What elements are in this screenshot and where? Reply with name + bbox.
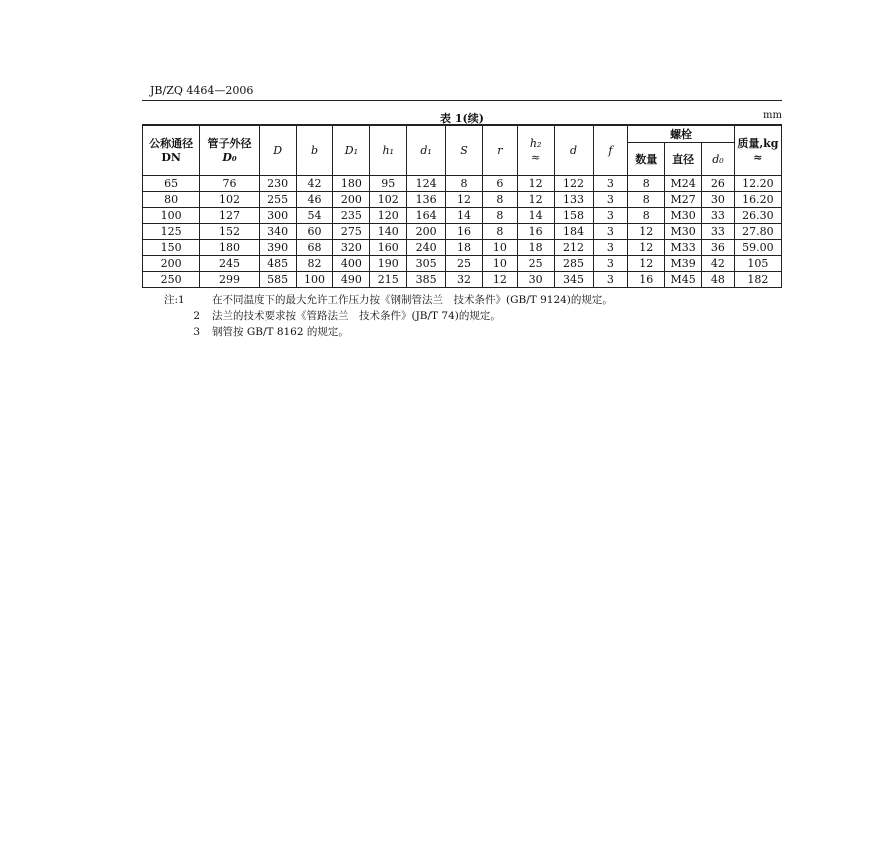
cell-h2: 12 [517,176,554,192]
cell-d: 122 [554,176,593,192]
cell-bolt-qty: 8 [628,192,665,208]
note-item [164,292,613,308]
cell-h2: 25 [517,256,554,272]
cell-dn: 100 [143,208,200,224]
cell-d0: 36 [702,240,735,256]
cell-b: 100 [296,272,333,288]
cell-d0: 48 [702,272,735,288]
cell-bolt-dia: M45 [665,272,702,288]
cell-mass: 26.30 [734,208,781,224]
cell-d1: 385 [407,272,446,288]
note-item [164,308,613,324]
cell-h2: 14 [517,208,554,224]
cell-d0: 30 [702,192,735,208]
cell-d0: 26 [702,176,735,192]
cell-D: 255 [259,192,296,208]
col-header-bolt-dia: 直径 [665,143,702,176]
col-header-outer-diameter-label: 管子外径 [207,136,252,150]
note-text: 钢管按 GB/T 8162 的规定。 [212,326,349,338]
col-header-D1: D₁ [333,125,370,176]
cell-b: 60 [296,224,333,240]
note-number: 2 [193,310,200,322]
notes-label-text: 注: [164,294,179,306]
cell-mass: 59.00 [734,240,781,256]
table-row [143,176,782,192]
cell-d1: 240 [407,240,446,256]
cell-b: 46 [296,192,333,208]
col-header-dn [143,125,200,176]
col-header-d: d [554,125,593,176]
cell-D: 485 [259,256,296,272]
col-header-f: f [593,125,628,176]
cell-D: 340 [259,224,296,240]
cell-d1: 305 [407,256,446,272]
cell-outer-diameter: 152 [200,224,259,240]
cell-D1: 400 [333,256,370,272]
col-header-S: S [446,125,483,176]
col-header-h2 [517,125,554,176]
col-header-r: r [482,125,517,176]
cell-h2: 18 [517,240,554,256]
notes-block [164,292,613,340]
cell-outer-diameter: 299 [200,272,259,288]
cell-outer-diameter: 245 [200,256,259,272]
flange-dimensions-table [142,124,782,288]
cell-D: 300 [259,208,296,224]
cell-D: 230 [259,176,296,192]
cell-h1: 95 [370,176,407,192]
table-body [143,176,782,288]
cell-d: 345 [554,272,593,288]
cell-bolt-qty: 8 [628,176,665,192]
col-header-mass-approx: ≈ [753,150,763,164]
cell-mass: 16.20 [734,192,781,208]
cell-h1: 102 [370,192,407,208]
cell-b: 42 [296,176,333,192]
cell-d1: 136 [407,192,446,208]
cell-bolt-dia: M24 [665,176,702,192]
cell-d: 184 [554,224,593,240]
col-header-outer-diameter-symbol: D₀ [222,150,237,164]
cell-S: 25 [446,256,483,272]
cell-f: 3 [593,240,628,256]
header-rule [142,100,782,101]
cell-d1: 164 [407,208,446,224]
cell-bolt-dia: M27 [665,192,702,208]
cell-d1: 200 [407,224,446,240]
cell-b: 68 [296,240,333,256]
cell-r: 6 [482,176,517,192]
cell-d: 285 [554,256,593,272]
col-header-b: b [296,125,333,176]
cell-D: 390 [259,240,296,256]
note-text: 法兰的技术要求按《管路法兰 技术条件》(JB/T 74)的规定。 [212,310,501,322]
cell-r: 12 [482,272,517,288]
notes-label [164,292,200,308]
table-row [143,240,782,256]
col-header-mass [734,125,781,176]
cell-S: 18 [446,240,483,256]
cell-h1: 215 [370,272,407,288]
cell-f: 3 [593,192,628,208]
cell-h2: 16 [517,224,554,240]
cell-D1: 180 [333,176,370,192]
cell-bolt-qty: 12 [628,256,665,272]
cell-d: 212 [554,240,593,256]
cell-f: 3 [593,272,628,288]
document-code: JB/ZQ 4464—2006 [150,84,254,97]
col-header-outer-diameter [200,125,259,176]
cell-bolt-dia: M39 [665,256,702,272]
col-header-bolt-qty: 数量 [628,143,665,176]
cell-D: 585 [259,272,296,288]
col-header-bolt-group: 螺栓 [628,125,735,143]
note-text: 在不同温度下的最大允许工作压力按《钢制管法兰 技术条件》(GB/T 9124)的规定。 [212,294,613,306]
cell-S: 8 [446,176,483,192]
cell-b: 82 [296,256,333,272]
cell-h2: 30 [517,272,554,288]
col-header-D: D [259,125,296,176]
table-row [143,256,782,272]
cell-outer-diameter: 127 [200,208,259,224]
cell-bolt-qty: 8 [628,208,665,224]
col-header-h1: h₁ [370,125,407,176]
cell-bolt-dia: M30 [665,208,702,224]
cell-d0: 33 [702,208,735,224]
cell-D1: 200 [333,192,370,208]
note-item [164,324,613,340]
cell-h1: 120 [370,208,407,224]
col-header-d0: d₀ [702,143,735,176]
cell-mass: 182 [734,272,781,288]
cell-outer-diameter: 180 [200,240,259,256]
cell-mass: 27.80 [734,224,781,240]
cell-f: 3 [593,208,628,224]
cell-mass: 105 [734,256,781,272]
cell-r: 10 [482,256,517,272]
cell-f: 3 [593,176,628,192]
cell-h1: 190 [370,256,407,272]
cell-S: 14 [446,208,483,224]
cell-r: 8 [482,208,517,224]
cell-outer-diameter: 76 [200,176,259,192]
cell-outer-diameter: 102 [200,192,259,208]
cell-dn: 200 [143,256,200,272]
cell-r: 10 [482,240,517,256]
cell-dn: 250 [143,272,200,288]
cell-h1: 140 [370,224,407,240]
cell-bolt-dia: M33 [665,240,702,256]
cell-D1: 275 [333,224,370,240]
cell-d0: 33 [702,224,735,240]
cell-dn: 125 [143,224,200,240]
col-header-dn-label: 公称通径 [149,136,194,150]
table-row [143,224,782,240]
cell-bolt-qty: 12 [628,224,665,240]
cell-d: 133 [554,192,593,208]
table-row [143,192,782,208]
cell-dn: 150 [143,240,200,256]
cell-bolt-qty: 12 [628,240,665,256]
cell-d1: 124 [407,176,446,192]
cell-S: 32 [446,272,483,288]
cell-S: 12 [446,192,483,208]
cell-r: 8 [482,192,517,208]
cell-f: 3 [593,224,628,240]
cell-d0: 42 [702,256,735,272]
cell-r: 8 [482,224,517,240]
table-row [143,208,782,224]
col-header-h2-symbol: h₂ [529,136,542,150]
cell-h1: 160 [370,240,407,256]
cell-S: 16 [446,224,483,240]
col-header-h2-approx: ≈ [531,150,541,164]
note-number: 1 [178,294,185,306]
table-unit: mm [763,110,782,121]
cell-bolt-dia: M30 [665,224,702,240]
cell-D1: 320 [333,240,370,256]
cell-D1: 235 [333,208,370,224]
cell-mass: 12.20 [734,176,781,192]
note-number: 3 [193,326,200,338]
cell-h2: 12 [517,192,554,208]
cell-D1: 490 [333,272,370,288]
col-header-dn-symbol: DN [161,150,181,164]
cell-dn: 80 [143,192,200,208]
cell-dn: 65 [143,176,200,192]
col-header-mass-label: 质量,kg [737,136,779,150]
cell-f: 3 [593,256,628,272]
table-caption: 表 1(续) [440,112,484,125]
col-header-d1: d₁ [407,125,446,176]
cell-bolt-qty: 16 [628,272,665,288]
table-row [143,272,782,288]
cell-d: 158 [554,208,593,224]
cell-b: 54 [296,208,333,224]
